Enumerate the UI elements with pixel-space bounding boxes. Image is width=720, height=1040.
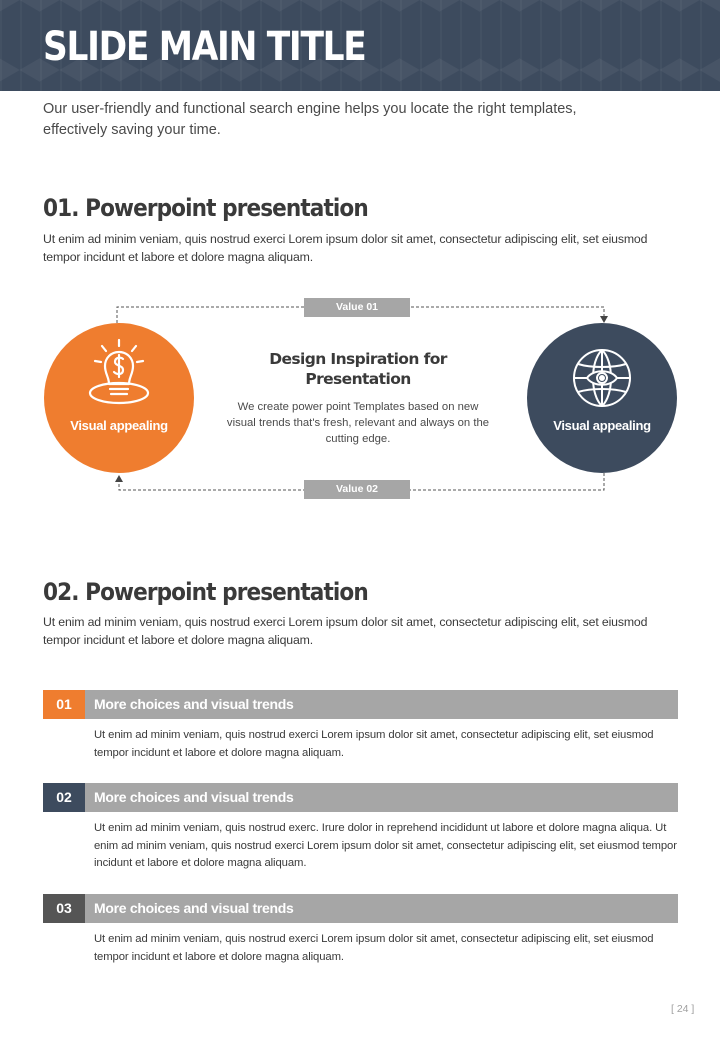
page-title: SLIDE MAIN TITLE (43, 24, 366, 70)
lightbulb-dollar-icon (88, 337, 150, 407)
list-item-2-title: More choices and visual trends (94, 789, 294, 805)
diagram-center-title: Design Inspiration for Presentation (269, 350, 447, 388)
page-number: [ 24 ] (671, 1003, 695, 1015)
list-item-1-header (43, 690, 678, 719)
list-item-2-header (43, 783, 678, 812)
list-item-3-title: More choices and visual trends (94, 900, 294, 916)
list-item-3-text: Ut enim ad minim veniam, quis nostrud exerci Lorem ipsum dolor sit amet, consectetur adipiscing elit, set eiusmod tempor incidunt et labore et dolore magna aliquam. (94, 933, 654, 963)
right-circle (527, 323, 677, 473)
value-top-box: Value 01 (304, 298, 410, 317)
list-item-3-number: 03 (43, 894, 85, 923)
section-2-title: 02. Powerpoint presentation (43, 578, 368, 606)
section-1-text: Ut enim ad minim veniam, quis nostrud exerci Lorem ipsum dolor sit amet, consectetur adipiscing elit, set eiusmod tempor incidunt et labore et dolore magna aliquam. (43, 232, 648, 264)
list-item-2-text: Ut enim ad minim veniam, quis nostrud exerc. Irure dolor in reprehend incididunt ut labore et dolore magna aliqua. Ut enim ad minim veniam, quis nostrud exerci Lorem ipsum dolor sit amet, consectetur adipiscing elit, set eiusmod tempor incidunt et labore et dolore magna aliquam. (94, 822, 677, 869)
list-item-1-number: 01 (43, 690, 85, 719)
section-1-title: 01. Powerpoint presentation (43, 194, 368, 222)
arrow-top-icon (600, 316, 608, 323)
value-bottom-box: Value 02 (304, 480, 410, 499)
list-item-3-header (43, 894, 678, 923)
globe-eye-icon (571, 343, 633, 413)
header-banner (0, 0, 720, 91)
list-item-1-title: More choices and visual trends (94, 696, 294, 712)
left-circle-label: Visual appealing (70, 418, 168, 433)
diagram-center-text: We create power point Templates based on new visual trends that's fresh, relevant and always on the cutting edge. (226, 401, 490, 445)
section-2-text: Ut enim ad minim veniam, quis nostrud exerci Lorem ipsum dolor sit amet, consectetur adipiscing elit, set eiusmod tempor incidunt et labore et dolore magna aliquam. (43, 615, 648, 647)
list-item-2-number: 02 (43, 783, 85, 812)
arrow-bottom-icon (115, 475, 123, 482)
list-item-1-text: Ut enim ad minim veniam, quis nostrud exerci Lorem ipsum dolor sit amet, consectetur adipiscing elit, set eiusmod tempor incidunt et labore et dolore magna aliquam. (94, 729, 654, 759)
right-circle-label: Visual appealing (553, 418, 651, 433)
left-circle (44, 323, 194, 473)
intro-text: Our user-friendly and functional search engine helps you locate the right templates, effectively saving your time. (43, 101, 577, 138)
